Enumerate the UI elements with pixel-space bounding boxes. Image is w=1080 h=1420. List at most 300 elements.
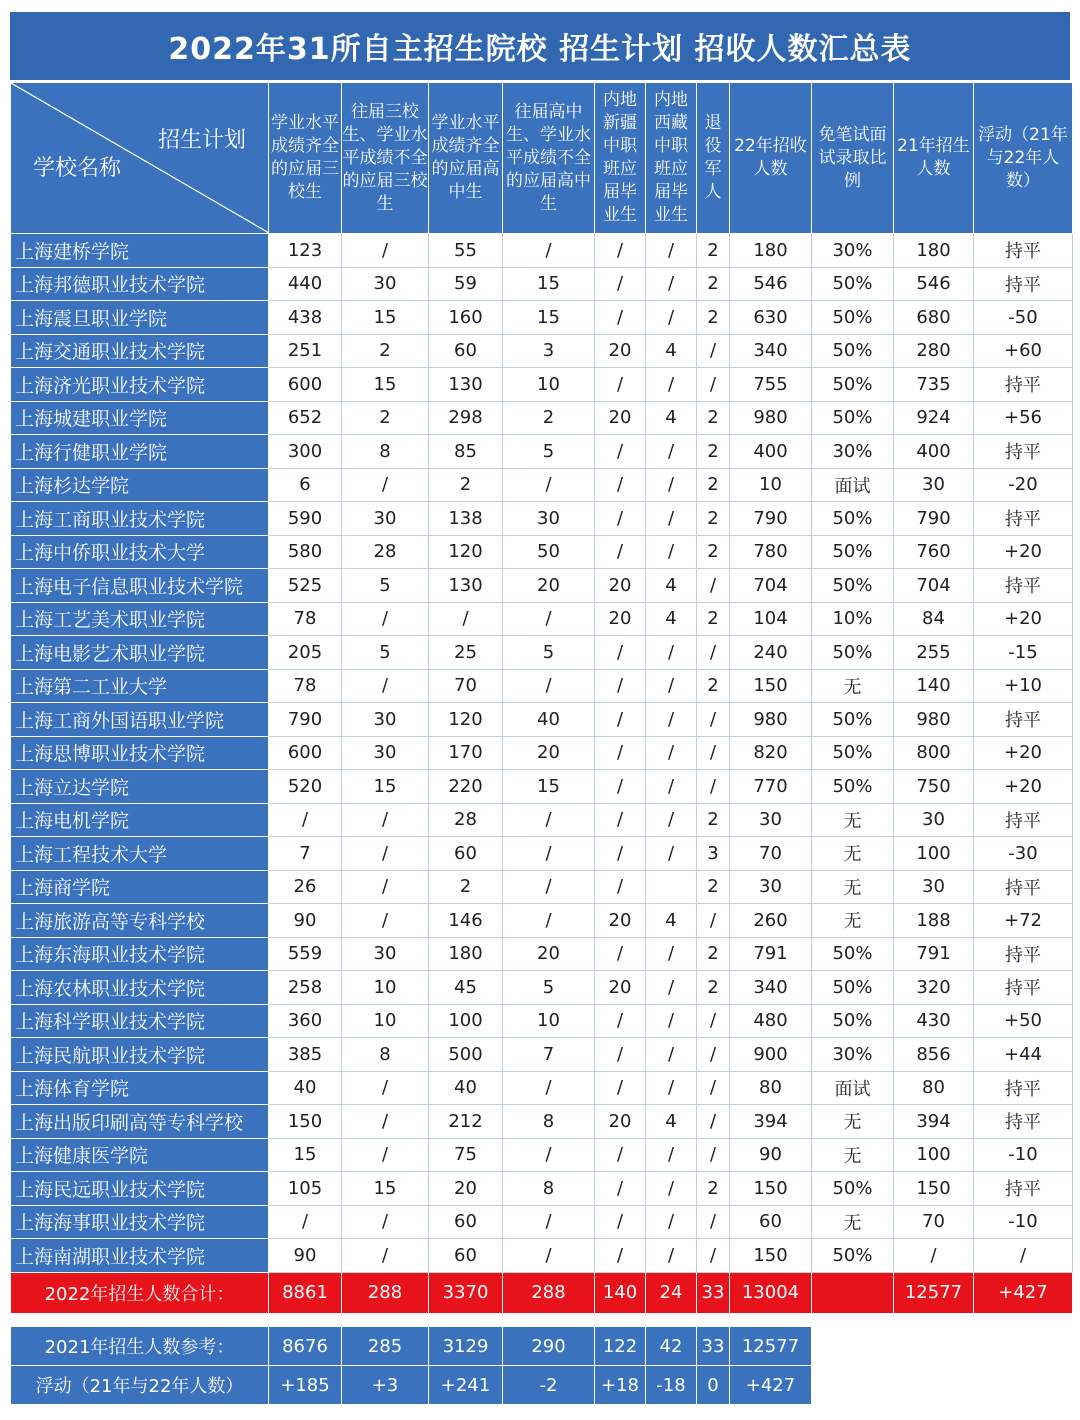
data-cell: 2 xyxy=(697,301,730,335)
school-name-cell: 上海城建职业学院 xyxy=(11,401,269,435)
data-cell: 70 xyxy=(894,1205,974,1239)
data-cell: 105 xyxy=(269,1172,342,1206)
table-row xyxy=(11,803,1073,837)
data-cell: 104 xyxy=(730,602,812,636)
table-row xyxy=(11,435,1073,469)
data-cell: 50% xyxy=(812,334,894,368)
data-cell: / xyxy=(697,1038,730,1072)
column-header: 内地新疆中职班应届毕业生 xyxy=(595,83,646,234)
data-cell: 188 xyxy=(894,904,974,938)
data-cell: / xyxy=(646,535,697,569)
table-row xyxy=(11,1038,1073,1072)
change-cell: 持平 xyxy=(974,971,1073,1005)
data-cell: / xyxy=(646,435,697,469)
data-cell: 750 xyxy=(894,770,974,804)
total-cell: 8861 xyxy=(269,1272,342,1313)
school-name-cell: 上海第二工业大学 xyxy=(11,669,269,703)
data-cell: / xyxy=(503,1138,595,1172)
table-row xyxy=(11,971,1073,1005)
data-cell: / xyxy=(342,837,429,871)
table-row xyxy=(11,1138,1073,1172)
data-cell: 2 xyxy=(697,669,730,703)
school-name-cell: 上海健康医学院 xyxy=(11,1138,269,1172)
change-cell: 持平 xyxy=(974,435,1073,469)
data-cell: 212 xyxy=(429,1105,503,1139)
data-cell: / xyxy=(697,334,730,368)
data-cell: / xyxy=(342,904,429,938)
school-name-cell: 上海交通职业技术学院 xyxy=(11,334,269,368)
data-cell: 60 xyxy=(429,1205,503,1239)
reference-cell: -18 xyxy=(646,1366,697,1405)
reference-cell: 285 xyxy=(342,1327,429,1366)
school-name-cell: 上海出版印刷高等专科学校 xyxy=(11,1105,269,1139)
data-cell: 8 xyxy=(342,1038,429,1072)
data-cell: / xyxy=(595,535,646,569)
data-cell: 50% xyxy=(812,1172,894,1206)
table-row xyxy=(11,703,1073,737)
data-cell: / xyxy=(595,267,646,301)
data-cell: / xyxy=(342,870,429,904)
reference-cell: 290 xyxy=(503,1327,595,1366)
data-cell: / xyxy=(697,1239,730,1273)
column-header: 往届高中生、学业水平成绩不全的应届高中生 xyxy=(503,83,595,234)
data-cell: 600 xyxy=(269,736,342,770)
school-name-cell: 上海电影艺术职业学院 xyxy=(11,636,269,670)
table-row xyxy=(11,267,1073,301)
change-cell: -15 xyxy=(974,636,1073,670)
column-header: 21年招生人数 xyxy=(894,83,974,234)
data-cell: 4 xyxy=(646,602,697,636)
data-cell: 924 xyxy=(894,401,974,435)
table-row xyxy=(11,1004,1073,1038)
data-cell: 559 xyxy=(269,937,342,971)
data-cell: 4 xyxy=(646,904,697,938)
table-row xyxy=(11,937,1073,971)
data-cell: 84 xyxy=(894,602,974,636)
table-row xyxy=(11,602,1073,636)
data-cell: 50% xyxy=(812,368,894,402)
school-name-cell: 上海民航职业技术学院 xyxy=(11,1038,269,1072)
school-name-cell: 上海海事职业技术学院 xyxy=(11,1205,269,1239)
data-cell: 78 xyxy=(269,669,342,703)
data-cell: 150 xyxy=(730,1239,812,1273)
data-cell: / xyxy=(646,937,697,971)
data-cell: 50% xyxy=(812,770,894,804)
data-cell: 30 xyxy=(894,870,974,904)
data-cell: / xyxy=(342,1138,429,1172)
data-cell: / xyxy=(646,1205,697,1239)
reference-cell: +185 xyxy=(269,1366,342,1405)
data-cell: / xyxy=(646,468,697,502)
table-row xyxy=(11,502,1073,536)
data-cell: / xyxy=(503,1239,595,1273)
data-cell: 60 xyxy=(429,1239,503,1273)
school-name-cell: 上海南湖职业技术学院 xyxy=(11,1239,269,1273)
data-cell: / xyxy=(646,368,697,402)
data-cell: 2 xyxy=(697,435,730,469)
data-cell: 400 xyxy=(894,435,974,469)
column-header: 内地西藏中职班应届毕业生 xyxy=(646,83,697,234)
data-cell: 26 xyxy=(269,870,342,904)
data-cell: / xyxy=(646,1071,697,1105)
data-cell: / xyxy=(595,301,646,335)
data-cell: / xyxy=(503,870,595,904)
data-cell: 5 xyxy=(503,435,595,469)
data-cell: 360 xyxy=(269,1004,342,1038)
school-name-cell: 上海邦德职业技术学院 xyxy=(11,267,269,301)
data-cell: 15 xyxy=(269,1138,342,1172)
data-cell: 50 xyxy=(503,535,595,569)
data-cell: 30 xyxy=(730,803,812,837)
table-row xyxy=(11,1239,1073,1273)
total-cell: 3370 xyxy=(429,1272,503,1313)
change-cell: 持平 xyxy=(974,803,1073,837)
data-cell: 790 xyxy=(269,703,342,737)
data-cell: 10 xyxy=(503,368,595,402)
data-cell: 30 xyxy=(342,502,429,536)
data-cell: 5 xyxy=(342,636,429,670)
data-cell: / xyxy=(646,1172,697,1206)
data-cell: 652 xyxy=(269,401,342,435)
data-cell: 2 xyxy=(429,468,503,502)
data-cell: 735 xyxy=(894,368,974,402)
data-cell: 546 xyxy=(894,267,974,301)
column-header: 退役军人 xyxy=(697,83,730,234)
data-cell: 面试 xyxy=(812,1071,894,1105)
data-cell: 8 xyxy=(503,1105,595,1139)
table-row xyxy=(11,1205,1073,1239)
data-cell: 70 xyxy=(730,837,812,871)
data-cell: 30 xyxy=(342,267,429,301)
school-name-cell: 上海东海职业技术学院 xyxy=(11,937,269,971)
school-name-cell: 上海民远职业技术学院 xyxy=(11,1172,269,1206)
data-cell: 90 xyxy=(730,1138,812,1172)
data-cell: 20 xyxy=(429,1172,503,1206)
data-cell: / xyxy=(595,1138,646,1172)
change-cell: 持平 xyxy=(974,703,1073,737)
column-header: 22年招收人数 xyxy=(730,83,812,234)
school-name-cell: 上海行健职业学院 xyxy=(11,435,269,469)
data-cell: 240 xyxy=(730,636,812,670)
data-cell: / xyxy=(646,1239,697,1273)
data-cell: 5 xyxy=(503,636,595,670)
data-cell: / xyxy=(595,770,646,804)
data-cell: 50% xyxy=(812,937,894,971)
data-cell: / xyxy=(697,569,730,603)
data-cell: 50% xyxy=(812,736,894,770)
data-cell: / xyxy=(646,736,697,770)
total-row xyxy=(11,1272,1073,1313)
data-cell: 无 xyxy=(812,904,894,938)
data-cell: 50% xyxy=(812,636,894,670)
school-name-cell: 上海工商职业技术学院 xyxy=(11,502,269,536)
reference-cell: +241 xyxy=(429,1366,503,1405)
data-cell: 150 xyxy=(730,1172,812,1206)
data-cell: 30 xyxy=(894,468,974,502)
data-cell: 760 xyxy=(894,535,974,569)
table-row xyxy=(11,669,1073,703)
data-cell: 260 xyxy=(730,904,812,938)
data-cell: / xyxy=(269,1205,342,1239)
school-name-cell: 上海体育学院 xyxy=(11,1071,269,1105)
data-cell: / xyxy=(595,703,646,737)
data-cell: / xyxy=(646,669,697,703)
data-cell: 40 xyxy=(503,703,595,737)
data-cell: 10 xyxy=(342,1004,429,1038)
total-cell: +427 xyxy=(974,1272,1073,1313)
data-cell: 791 xyxy=(730,937,812,971)
table-row xyxy=(11,636,1073,670)
table-row xyxy=(11,1105,1073,1139)
data-cell: / xyxy=(646,301,697,335)
reference-table xyxy=(10,1326,812,1405)
data-cell: 20 xyxy=(503,569,595,603)
data-cell: 480 xyxy=(730,1004,812,1038)
column-header: 学业水平成绩齐全的应届高中生 xyxy=(429,83,503,234)
data-cell: / xyxy=(342,1071,429,1105)
data-cell: / xyxy=(595,636,646,670)
data-cell: 123 xyxy=(269,234,342,268)
data-cell: 15 xyxy=(342,368,429,402)
data-cell: 50% xyxy=(812,535,894,569)
data-cell: 146 xyxy=(429,904,503,938)
table-row xyxy=(11,401,1073,435)
data-cell: 8 xyxy=(503,1172,595,1206)
data-cell: 320 xyxy=(894,971,974,1005)
reference-label: 浮动（21年与22年人数） xyxy=(11,1366,269,1405)
total-cell xyxy=(812,1272,894,1313)
data-cell: 50% xyxy=(812,971,894,1005)
data-cell: 50% xyxy=(812,1239,894,1273)
data-cell: 258 xyxy=(269,971,342,1005)
data-cell: 205 xyxy=(269,636,342,670)
data-cell: / xyxy=(342,468,429,502)
data-cell: 30 xyxy=(342,736,429,770)
change-cell: +72 xyxy=(974,904,1073,938)
school-name-cell: 上海杉达学院 xyxy=(11,468,269,502)
data-cell: 无 xyxy=(812,669,894,703)
total-cell: 33 xyxy=(697,1272,730,1313)
data-cell: 255 xyxy=(894,636,974,670)
reference-cell: 33 xyxy=(697,1327,730,1366)
data-cell: 120 xyxy=(429,703,503,737)
data-cell: 770 xyxy=(730,770,812,804)
data-cell: 385 xyxy=(269,1038,342,1072)
data-cell: 150 xyxy=(894,1172,974,1206)
data-cell: 15 xyxy=(503,770,595,804)
data-cell xyxy=(646,870,697,904)
data-cell: 20 xyxy=(595,1105,646,1139)
change-cell: +20 xyxy=(974,770,1073,804)
data-cell: 4 xyxy=(646,569,697,603)
header-school-label: 学校名称 xyxy=(33,156,122,181)
school-name-cell: 上海电机学院 xyxy=(11,803,269,837)
data-cell: 400 xyxy=(730,435,812,469)
data-cell: / xyxy=(697,1105,730,1139)
data-cell: 298 xyxy=(429,401,503,435)
reference-label: 2021年招生人数参考： xyxy=(11,1327,269,1366)
data-cell: 2 xyxy=(697,937,730,971)
data-cell: 430 xyxy=(894,1004,974,1038)
data-cell: 78 xyxy=(269,602,342,636)
total-cell: 140 xyxy=(595,1272,646,1313)
data-cell: / xyxy=(503,602,595,636)
data-cell: / xyxy=(646,703,697,737)
school-name-cell: 上海工程技术大学 xyxy=(11,837,269,871)
data-cell: 2 xyxy=(697,803,730,837)
total-cell: 13004 xyxy=(730,1272,812,1313)
data-cell: / xyxy=(697,736,730,770)
data-cell: / xyxy=(342,803,429,837)
data-cell: 20 xyxy=(595,971,646,1005)
data-cell: 75 xyxy=(429,1138,503,1172)
data-cell: / xyxy=(342,1105,429,1139)
data-cell: 70 xyxy=(429,669,503,703)
data-cell: 100 xyxy=(429,1004,503,1038)
change-cell: 持平 xyxy=(974,569,1073,603)
data-cell: 20 xyxy=(503,937,595,971)
data-cell: 500 xyxy=(429,1038,503,1072)
change-cell: -30 xyxy=(974,837,1073,871)
data-cell: 15 xyxy=(342,1172,429,1206)
data-cell: / xyxy=(697,1004,730,1038)
data-cell: 28 xyxy=(342,535,429,569)
data-cell: 2 xyxy=(697,535,730,569)
school-name-cell: 上海科学职业技术学院 xyxy=(11,1004,269,1038)
data-cell: / xyxy=(595,1071,646,1105)
data-cell: / xyxy=(595,368,646,402)
data-cell: 2 xyxy=(342,401,429,435)
data-cell: / xyxy=(595,435,646,469)
table-row xyxy=(11,535,1073,569)
data-cell: 面试 xyxy=(812,468,894,502)
data-cell: 无 xyxy=(812,1105,894,1139)
change-cell: +44 xyxy=(974,1038,1073,1072)
data-cell: / xyxy=(646,1138,697,1172)
data-cell: / xyxy=(697,368,730,402)
data-cell: / xyxy=(595,669,646,703)
data-cell: 546 xyxy=(730,267,812,301)
data-cell: / xyxy=(646,837,697,871)
data-cell: / xyxy=(429,602,503,636)
data-cell: 30 xyxy=(894,803,974,837)
change-cell: +10 xyxy=(974,669,1073,703)
reference-cell: 0 xyxy=(697,1366,730,1405)
data-cell: 50% xyxy=(812,267,894,301)
data-cell: 无 xyxy=(812,803,894,837)
data-cell: 394 xyxy=(730,1105,812,1139)
data-cell: 2 xyxy=(697,870,730,904)
data-cell: / xyxy=(595,870,646,904)
data-cell: / xyxy=(342,1239,429,1273)
reference-cell: 12577 xyxy=(730,1327,812,1366)
reference-cell: 8676 xyxy=(269,1327,342,1366)
change-cell: / xyxy=(974,1239,1073,1273)
data-cell: 3 xyxy=(697,837,730,871)
data-cell: 90 xyxy=(269,1239,342,1273)
data-cell: 220 xyxy=(429,770,503,804)
table-row xyxy=(11,234,1073,268)
data-cell: 160 xyxy=(429,301,503,335)
data-cell: / xyxy=(595,1038,646,1072)
data-cell: 30% xyxy=(812,234,894,268)
data-cell: 50% xyxy=(812,502,894,536)
data-cell: 45 xyxy=(429,971,503,1005)
data-cell: 180 xyxy=(730,234,812,268)
data-cell: / xyxy=(595,1239,646,1273)
data-cell: 2 xyxy=(697,971,730,1005)
change-cell: -50 xyxy=(974,301,1073,335)
reference-row xyxy=(11,1327,812,1366)
data-cell: 856 xyxy=(894,1038,974,1072)
column-header: 浮动（21年与22年人数） xyxy=(974,83,1073,234)
data-cell: 5 xyxy=(503,971,595,1005)
data-cell: 980 xyxy=(894,703,974,737)
column-header: 往届三校生、学业水平成绩不全的应届三校生 xyxy=(342,83,429,234)
data-cell: 251 xyxy=(269,334,342,368)
table-row xyxy=(11,770,1073,804)
data-cell: 60 xyxy=(429,334,503,368)
data-cell: 138 xyxy=(429,502,503,536)
data-cell: 130 xyxy=(429,569,503,603)
data-cell: 20 xyxy=(595,334,646,368)
data-cell: 无 xyxy=(812,870,894,904)
data-cell: 80 xyxy=(730,1071,812,1105)
data-cell: 580 xyxy=(269,535,342,569)
school-name-cell: 上海商学院 xyxy=(11,870,269,904)
data-cell: / xyxy=(503,803,595,837)
school-name-cell: 上海旅游高等专科学校 xyxy=(11,904,269,938)
data-cell: / xyxy=(595,803,646,837)
data-cell: / xyxy=(595,502,646,536)
reference-cell: +18 xyxy=(595,1366,646,1405)
change-cell: 持平 xyxy=(974,1172,1073,1206)
school-name-cell: 上海工商外国语职业学院 xyxy=(11,703,269,737)
data-cell: / xyxy=(697,1205,730,1239)
change-cell: 持平 xyxy=(974,368,1073,402)
data-cell: 280 xyxy=(894,334,974,368)
data-cell: / xyxy=(697,636,730,670)
data-cell: 980 xyxy=(730,703,812,737)
data-cell: 790 xyxy=(894,502,974,536)
column-header: 免笔试面试录取比例 xyxy=(812,83,894,234)
school-name-cell: 上海农林职业技术学院 xyxy=(11,971,269,1005)
data-cell: 15 xyxy=(342,770,429,804)
data-cell: 340 xyxy=(730,334,812,368)
data-cell: 20 xyxy=(595,602,646,636)
school-name-cell: 上海思博职业技术学院 xyxy=(11,736,269,770)
change-cell: 持平 xyxy=(974,937,1073,971)
data-cell: 780 xyxy=(730,535,812,569)
data-cell: 30 xyxy=(342,703,429,737)
data-cell: 60 xyxy=(730,1205,812,1239)
data-cell: 50% xyxy=(812,569,894,603)
reference-cell: 122 xyxy=(595,1327,646,1366)
data-cell: 600 xyxy=(269,368,342,402)
table-row xyxy=(11,1071,1073,1105)
data-cell: / xyxy=(342,234,429,268)
data-cell: 50% xyxy=(812,301,894,335)
data-cell: 680 xyxy=(894,301,974,335)
data-cell: 2 xyxy=(697,267,730,301)
data-cell: 2 xyxy=(697,1172,730,1206)
data-cell: / xyxy=(503,837,595,871)
data-cell: 150 xyxy=(730,669,812,703)
data-cell: 50% xyxy=(812,401,894,435)
data-cell: / xyxy=(269,803,342,837)
data-cell: 25 xyxy=(429,636,503,670)
data-cell: / xyxy=(595,1205,646,1239)
